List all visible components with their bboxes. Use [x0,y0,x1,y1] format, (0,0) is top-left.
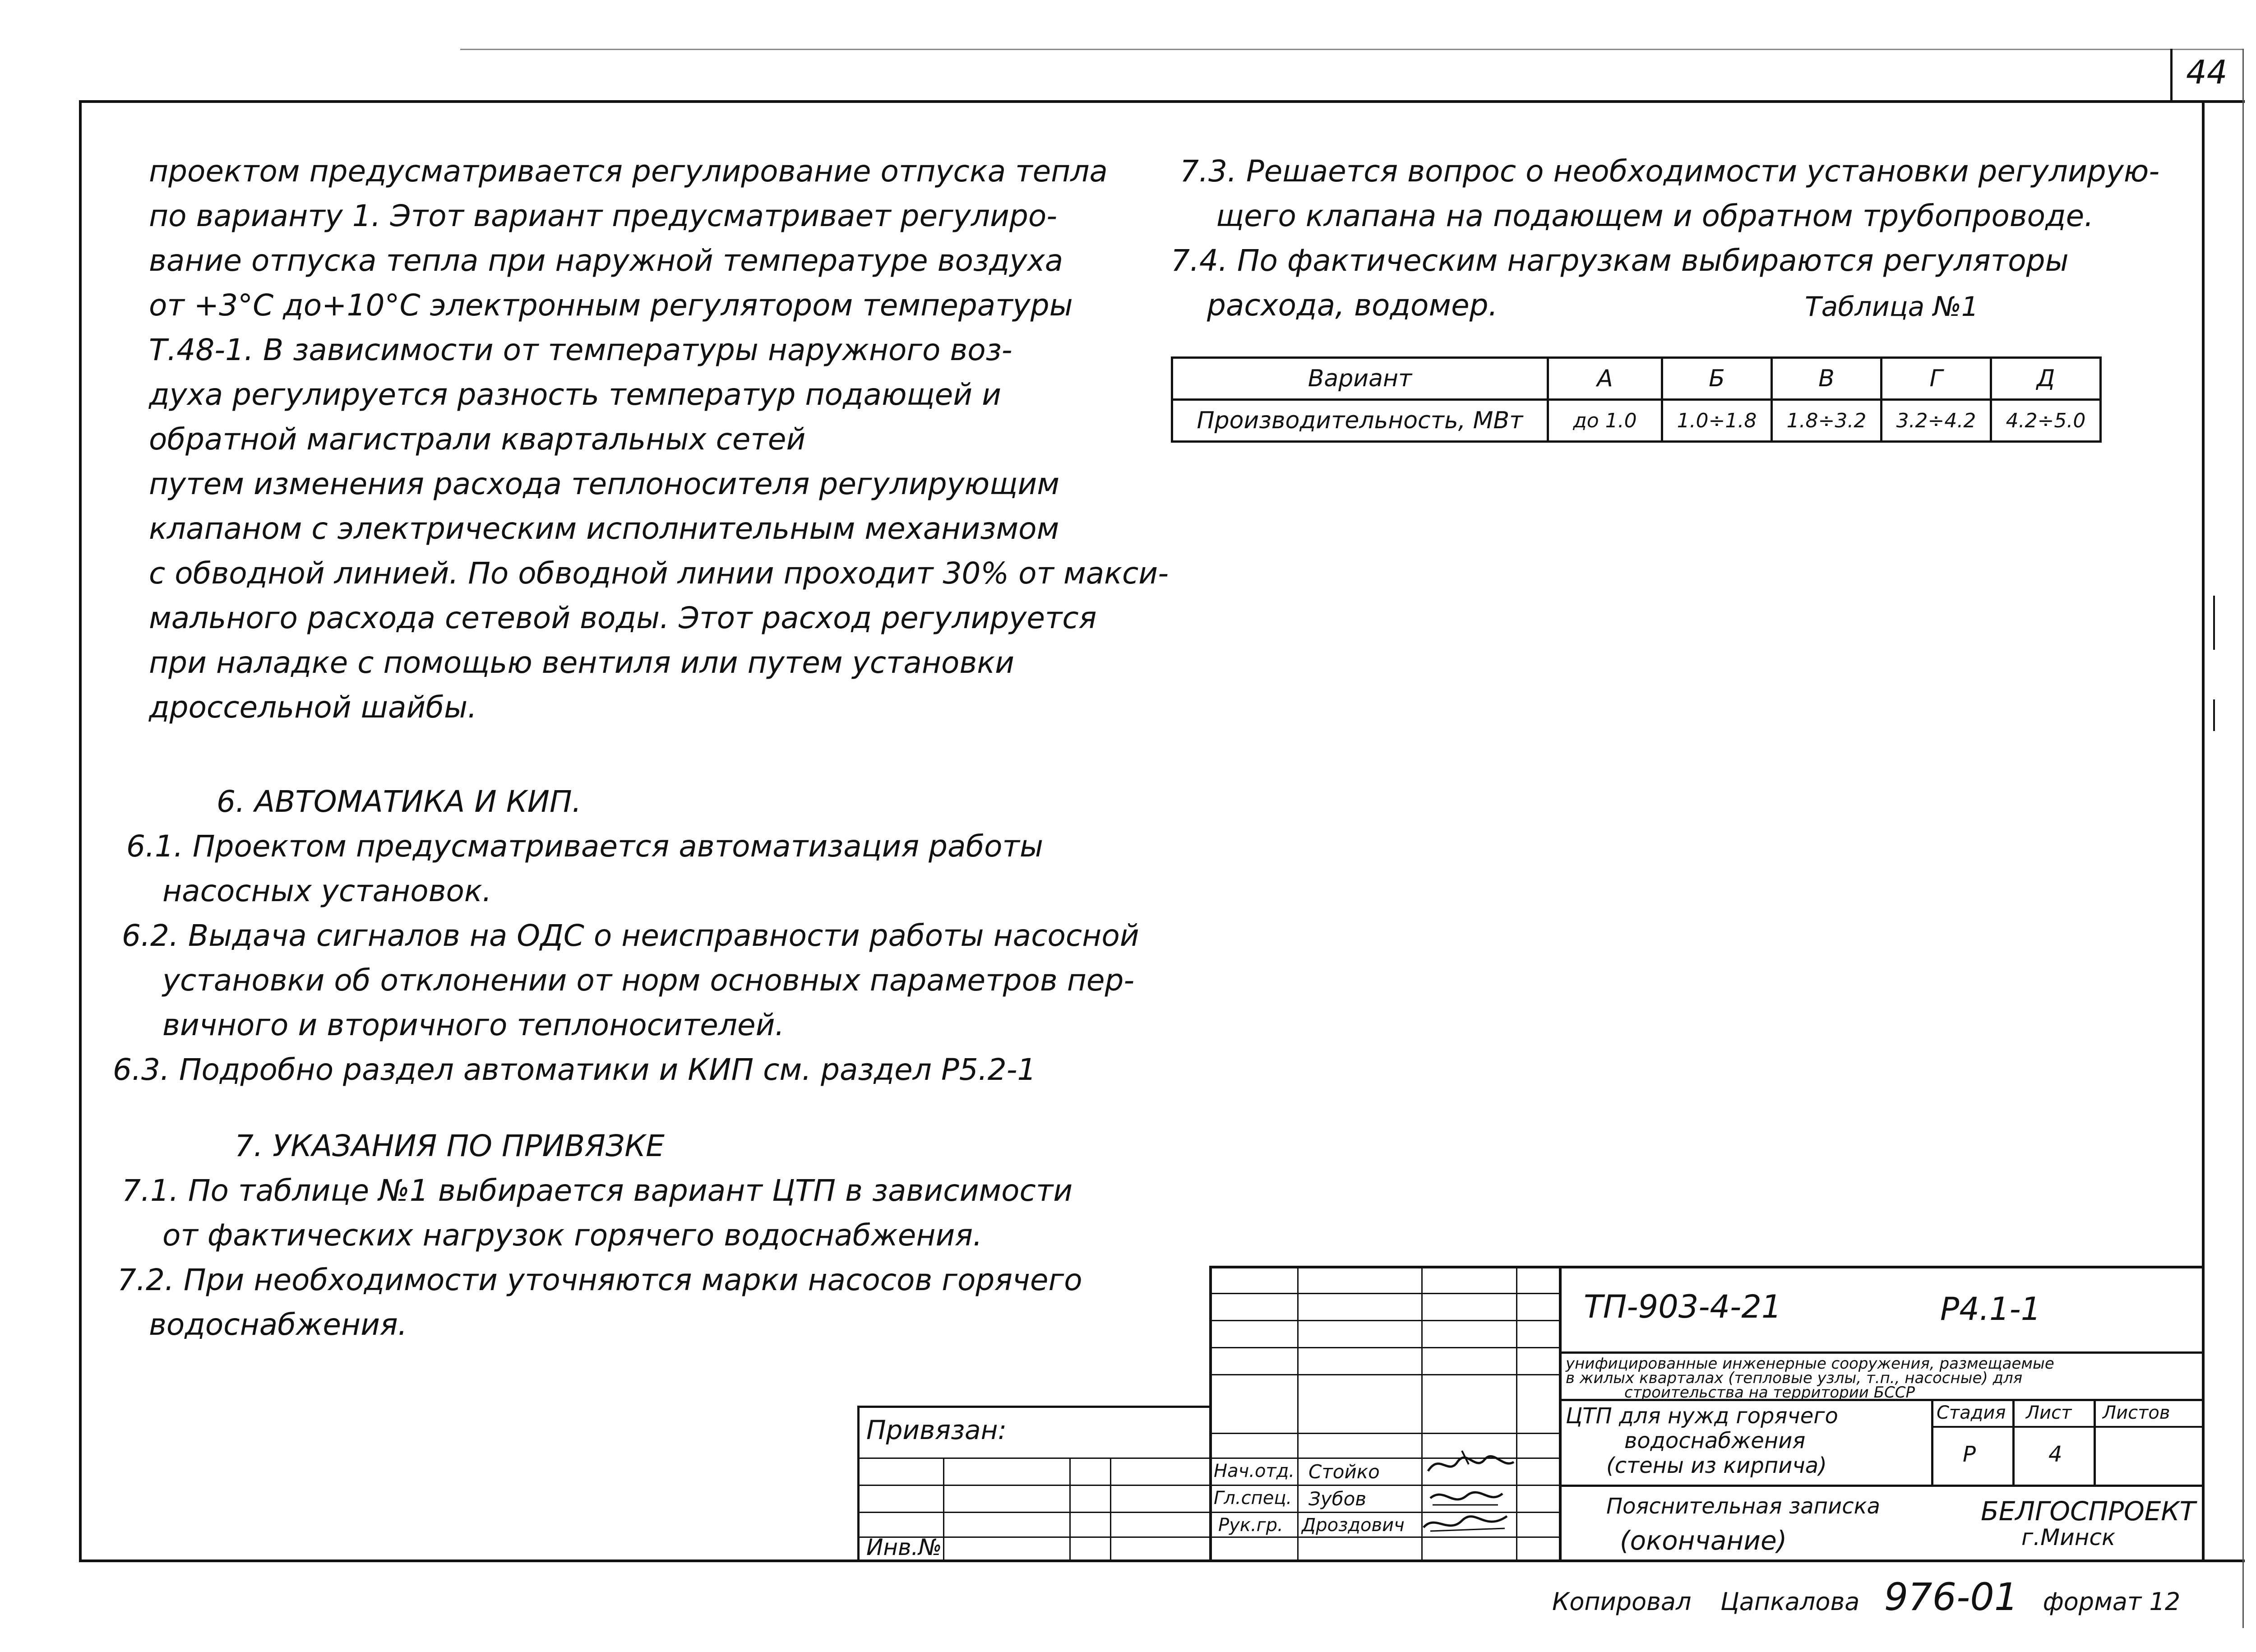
table-cell: 1.0÷1.8 [1662,400,1772,442]
description-line: в жилых кварталах (тепловые узлы, т.п., насосные) для [1566,1369,2023,1387]
section-6-title: 6. АВТОМАТИКА И КИП. [217,784,582,819]
description-line: строительства на территории БССР [1624,1384,1915,1402]
table-caption: Таблица №1 [1805,291,1979,323]
intro-line: вание отпуска тепла при наружной температуре воздуха [149,243,1063,278]
tb-grid-v [1069,1458,1071,1561]
sheet-code: Р4.1-1 [1940,1291,2041,1328]
role-label: Гл.спец. [1214,1488,1292,1509]
table-cell: Д [1991,358,2101,400]
section-6-line: вичного и вторичного теплоносителей. [162,1008,785,1042]
table-cell: Вариант [1172,358,1548,400]
doc-title-line: (окончание) [1620,1525,1787,1556]
section-7-line: водоснабжения. [149,1307,407,1342]
section-6-line: установки об отклонении от норм основных параметров пер- [162,963,1135,998]
table-cell: А [1548,358,1662,400]
table-cell: 3.2÷4.2 [1882,400,1991,442]
edge-mark [2213,699,2215,731]
right-line: 7.3. Решается вопрос о необходимости установки регулирую- [1180,154,2160,189]
table-cell: 4.2÷5.0 [1991,400,2101,442]
section-7-line: 7.1. По таблице №1 выбирается вариант ЦТП в зависимости [122,1173,1073,1208]
stage-value: Р [1963,1442,1976,1467]
tb-top [1209,1266,2202,1268]
organization-city: г.Минск [2021,1524,2116,1550]
page-box-left [2170,49,2173,102]
organization: БЕЛГОСПРОЕКТ [1981,1496,2196,1527]
signature-stoyko [1426,1444,1516,1485]
left-text-column [113,149,1169,1347]
page-number: 44 [2186,53,2228,91]
table-cell: Производительность, МВт [1172,400,1548,442]
section-6-line: 6.3. Подробно раздел автоматики и КИП см. раздел Р5.2-1 [113,1052,1036,1087]
outer-right-edge [2242,49,2244,1628]
tb-grid-v [943,1458,944,1561]
tb-grid-h [857,1536,1561,1538]
intro-line: с обводной линией. По обводной линии проходит 30% от макси- [149,556,1169,591]
doc-title-line: Пояснительная записка [1606,1494,1881,1519]
sheets-label: Листов [2103,1402,2170,1423]
intro-line: проектом предусматривается регулирование отпуска тепла [149,154,1108,189]
tb-right-v [2094,1399,2096,1487]
role-label: Рук.гр. [1218,1515,1283,1536]
intro-line: при наладке с помощью вентиля или путем установки [149,645,1015,680]
order-number: 976-01 [1884,1575,2019,1619]
signature-drozdovich [1421,1509,1512,1536]
tb-grid-v [1297,1266,1299,1561]
tb-grid-v [1559,1266,1562,1561]
section-6-line: 6.1. Проектом предусматривается автоматизация работы [126,829,1044,864]
intro-line: от +3°С до+10°С электронным регулятором температуры [149,288,1073,323]
frame-right [2202,100,2205,1562]
section-6-line: 6.2. Выдача сигналов на ОДС о неисправности работы насосной [122,918,1139,953]
intro-line: духа регулируется разность температур подающей и [149,377,1002,412]
intro-line: Т.48-1. В зависимости от температуры наружного воз- [149,333,1012,367]
tb-privyazan-left [857,1406,860,1561]
copier-name: Цапкалова [1720,1587,1860,1616]
table-cell: до 1.0 [1548,400,1662,442]
variants-table [1171,356,2102,443]
table-cell: Б [1662,358,1772,400]
section-6-line: насосных установок. [162,874,492,908]
tb-grid-v [1516,1266,1517,1561]
tb-right-v [2012,1399,2015,1487]
tb-grid-h [1209,1374,1561,1375]
table-row [1172,400,2101,442]
stage-label: Стадия [1937,1402,2006,1423]
tb-left [1209,1266,1212,1561]
intro-line: клапаном с электрическим исполнительным механизмом [149,511,1059,546]
tb-right-h [1931,1426,2202,1428]
person-name: Дроздович [1302,1515,1405,1536]
tb-grid-v [1110,1458,1111,1561]
intro-line: дроссельной шайбы. [149,690,477,725]
signature-zubov [1426,1485,1507,1512]
section-7-line: от фактических нагрузок горячего водоснабжения. [162,1218,983,1253]
object-line: ЦТП для нужд горячего [1566,1403,1838,1429]
top-edge-line [460,49,2242,50]
description-line: унифицированные инженерные сооружения, размещаемые [1566,1355,2054,1373]
tb-right-h [1559,1485,2204,1487]
section-7-title: 7. УКАЗАНИЯ ПО ПРИВЯЗКЕ [235,1129,665,1163]
object-line: (стены из кирпича) [1606,1453,1827,1478]
sheet-label: Лист [2026,1402,2072,1423]
right-line: 7.4. По фактическим нагрузкам выбираются регуляторы [1171,243,2069,278]
tb-right-v [1931,1399,1933,1487]
tb-grid-h [1209,1320,1561,1321]
tb-grid-h [1209,1433,1561,1434]
person-name: Стойко [1308,1461,1380,1483]
right-line: щего клапана на подающем и обратном трубопроводе. [1216,199,2094,233]
person-name: Зубов [1308,1488,1367,1510]
table-cell: Г [1882,358,1991,400]
edge-mark [2213,596,2215,650]
footer-copied-by [1552,1575,2180,1619]
intro-line: путем изменения расхода теплоносителя регулирующим [149,467,1060,501]
privyazan-label: Привязан: [866,1415,1007,1445]
right-text-column [1171,149,2191,328]
section-7-line: 7.2. При необходимости уточняются марки насосов горячего [117,1263,1082,1297]
intro-line: мального расхода сетевой воды. Этот расход регулируется [149,601,1097,635]
tb-right-h [1559,1351,2204,1354]
right-line: расхода, водомер. [1207,288,1498,323]
object-line: водоснабжения [1624,1428,1806,1453]
inv-label: Инв.№ [866,1534,942,1560]
tb-grid-h [1209,1293,1561,1294]
tb-privyazan-top [857,1406,1212,1408]
doc-code: ТП-903-4-21 [1584,1288,1782,1325]
tb-grid-h [1209,1347,1561,1348]
intro-line: по варианту 1. Этот вариант предусматривает регулиро- [149,199,1058,233]
intro-line: обратной магистрали квартальных сетей [149,422,806,457]
frame-bottom [79,1559,2245,1562]
table-header-row [1172,358,2101,400]
table-cell: 1.8÷3.2 [1772,400,1882,442]
format-label: формат 12 [2043,1587,2181,1616]
frame-left [79,100,82,1562]
sheet-value: 4 [2048,1442,2062,1467]
copied-by-label: Копировал [1552,1587,1692,1616]
role-label: Нач.отд. [1214,1461,1295,1481]
frame-top [79,100,2245,103]
table-cell: В [1772,358,1882,400]
